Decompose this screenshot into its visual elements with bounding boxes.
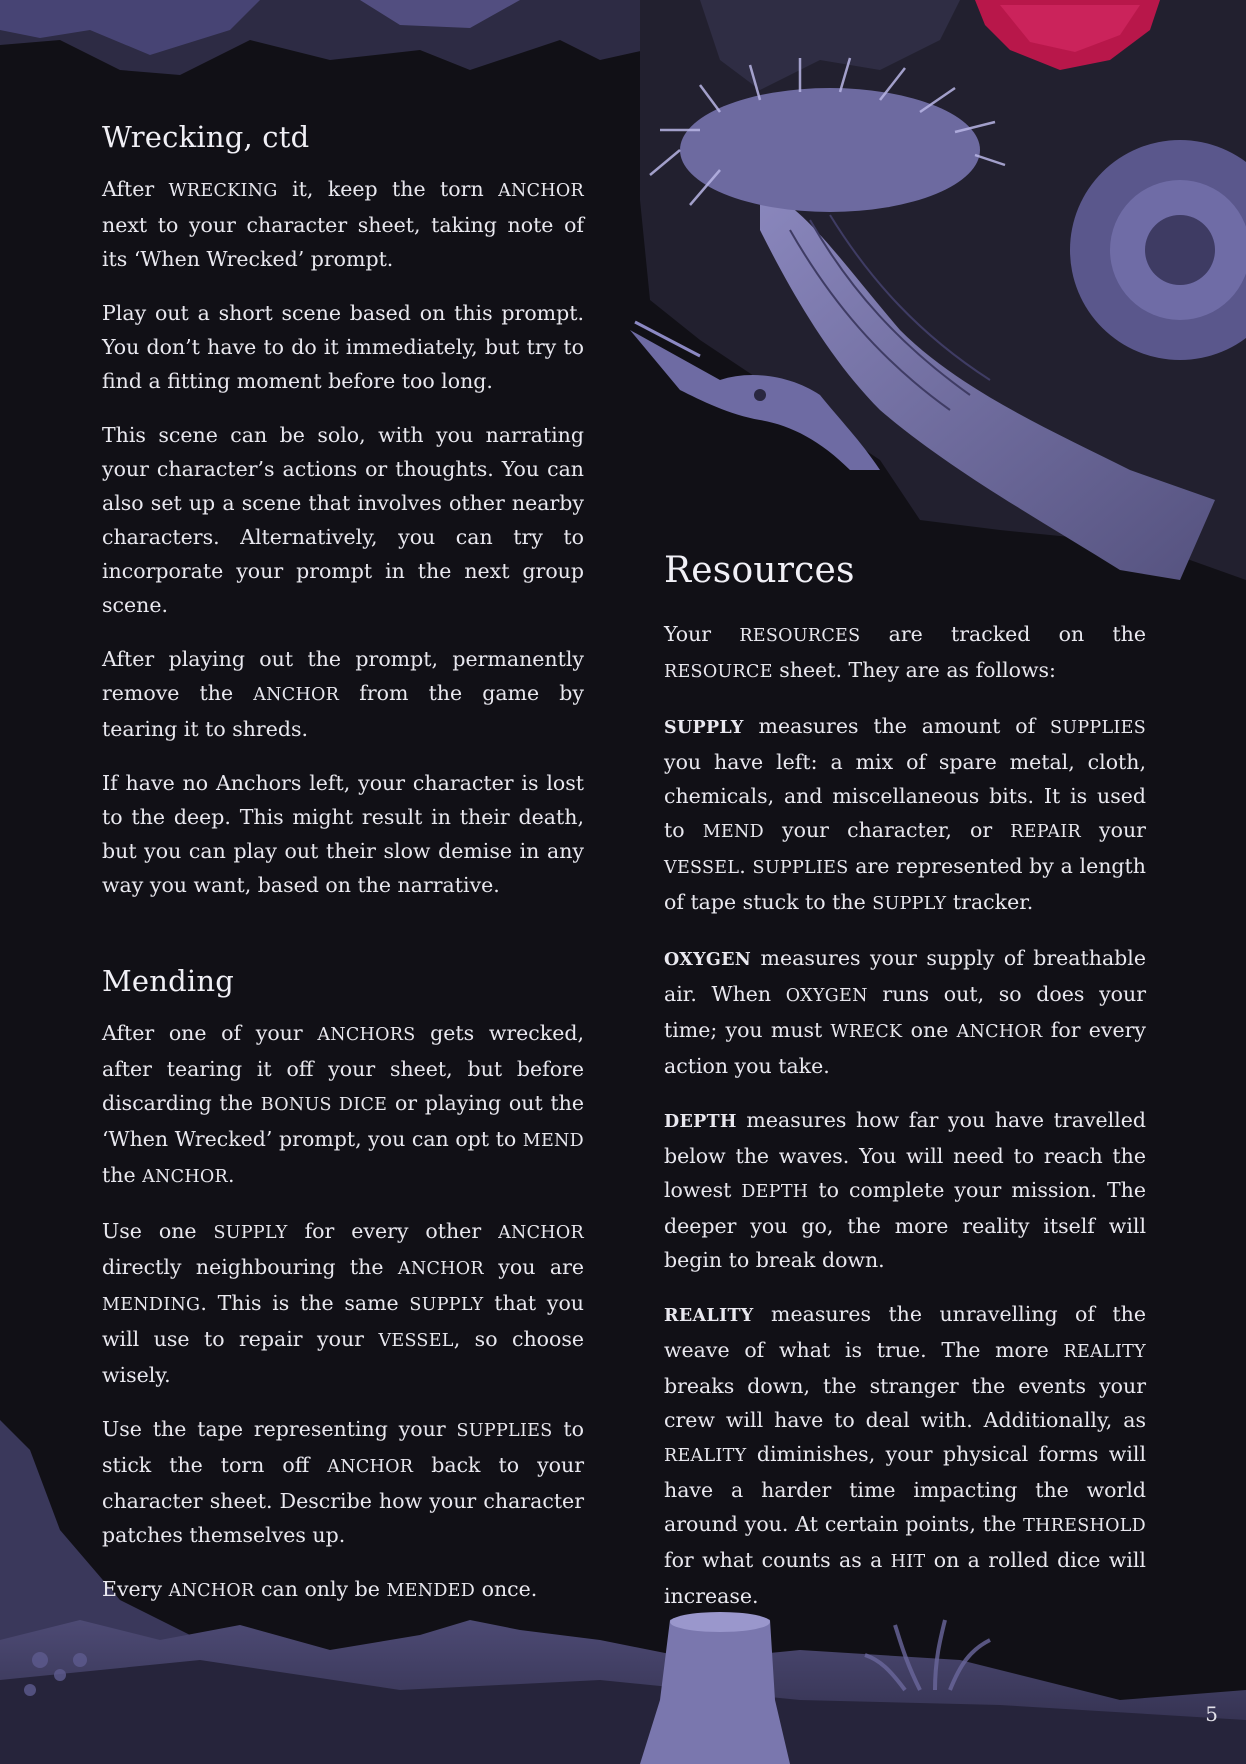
wrecking-paragraph-2: Play out a short scene based on this prompt. You don’t have to do it immediately, but try to find a fitting moment before too long. bbox=[102, 301, 584, 393]
supply-paragraph: SUPPLY measures the amount of SUPPLIES you have left: a mix of spare metal, cloth, chemicals, and miscellaneous bits. It is used to MEND your character, or REPAIR your VESSEL. SUPPLIES are represented by a length of tape stuck to the SUPPLY tracker. bbox=[664, 714, 1146, 914]
right-column bbox=[664, 550, 1146, 1633]
page-number: 5 bbox=[1205, 1702, 1218, 1726]
wrecking-heading: Wrecking, ctd bbox=[102, 120, 310, 154]
resources-intro: Your RESOURCES are tracked on the RESOURCE sheet. They are as follows: bbox=[664, 622, 1146, 682]
wrecking-paragraph-4: After playing out the prompt, permanently remove the ANCHOR from the game by tearing it to shreds. bbox=[102, 647, 584, 741]
mending-heading: Mending bbox=[102, 964, 235, 998]
reality-paragraph: REALITY measures the unravelling of the weave of what is true. The more REALITY breaks down, the stranger the events your crew will have to deal with. Additionally, as REALITY diminishes, your physical forms will have a harder time impacting the world around you. At certain points, the THRESHOLD for what counts as a HIT on a rolled dice will increase. bbox=[664, 1302, 1146, 1608]
depth-paragraph: DEPTH measures how far you have travelled below the waves. You will need to reach the lowest DEPTH to complete your mission. The deeper you go, the more reality itself will begin to break down. bbox=[664, 1108, 1146, 1272]
wrecking-paragraph-5: If have no Anchors left, your character is lost to the deep. This might result in their death, but you can play out their slow demise in any way you want, based on the narrative. bbox=[102, 771, 584, 897]
anemone-head-shape bbox=[680, 88, 980, 212]
mending-paragraph-2: Use one SUPPLY for every other ANCHOR directly neighbouring the ANCHOR you are MENDING. This is the same SUPPLY that you will use to repair your VESSEL, so choose wisely. bbox=[102, 1219, 585, 1387]
wrecking-paragraph-1: After WRECKING it, keep the torn ANCHOR next to your character sheet, taking note of its ‘When Wrecked’ prompt. bbox=[102, 177, 585, 271]
mending-paragraph-4: Every ANCHOR can only be MENDED once. bbox=[102, 1577, 538, 1601]
coral-stump-shape bbox=[640, 1613, 790, 1764]
mending-paragraph-1: After one of your ANCHORS gets wrecked, after tearing it off your sheet, but before discarding the BONUS DICE or playing out the ‘When Wrecked’ prompt, you can opt to MEND the ANCHOR. bbox=[102, 1021, 584, 1187]
mending-paragraph-3: Use the tape representing your SUPPLIES to stick the torn off ANCHOR back to your character sheet. Describe how your character patches themselves up. bbox=[102, 1417, 584, 1547]
left-column bbox=[102, 120, 584, 1628]
resources-heading: Resources bbox=[664, 550, 855, 591]
wrecking-paragraph-3: This scene can be solo, with you narrating your character’s actions or thoughts. You can also set up a scene that involves other nearby characters. Alternatively, you can try to incorporate your prompt in the next group scene. bbox=[102, 423, 584, 617]
oxygen-paragraph: OXYGEN measures your supply of breathable air. When OXYGEN runs out, so does your time; you must WRECK one ANCHOR for every action you take. bbox=[664, 946, 1147, 1078]
